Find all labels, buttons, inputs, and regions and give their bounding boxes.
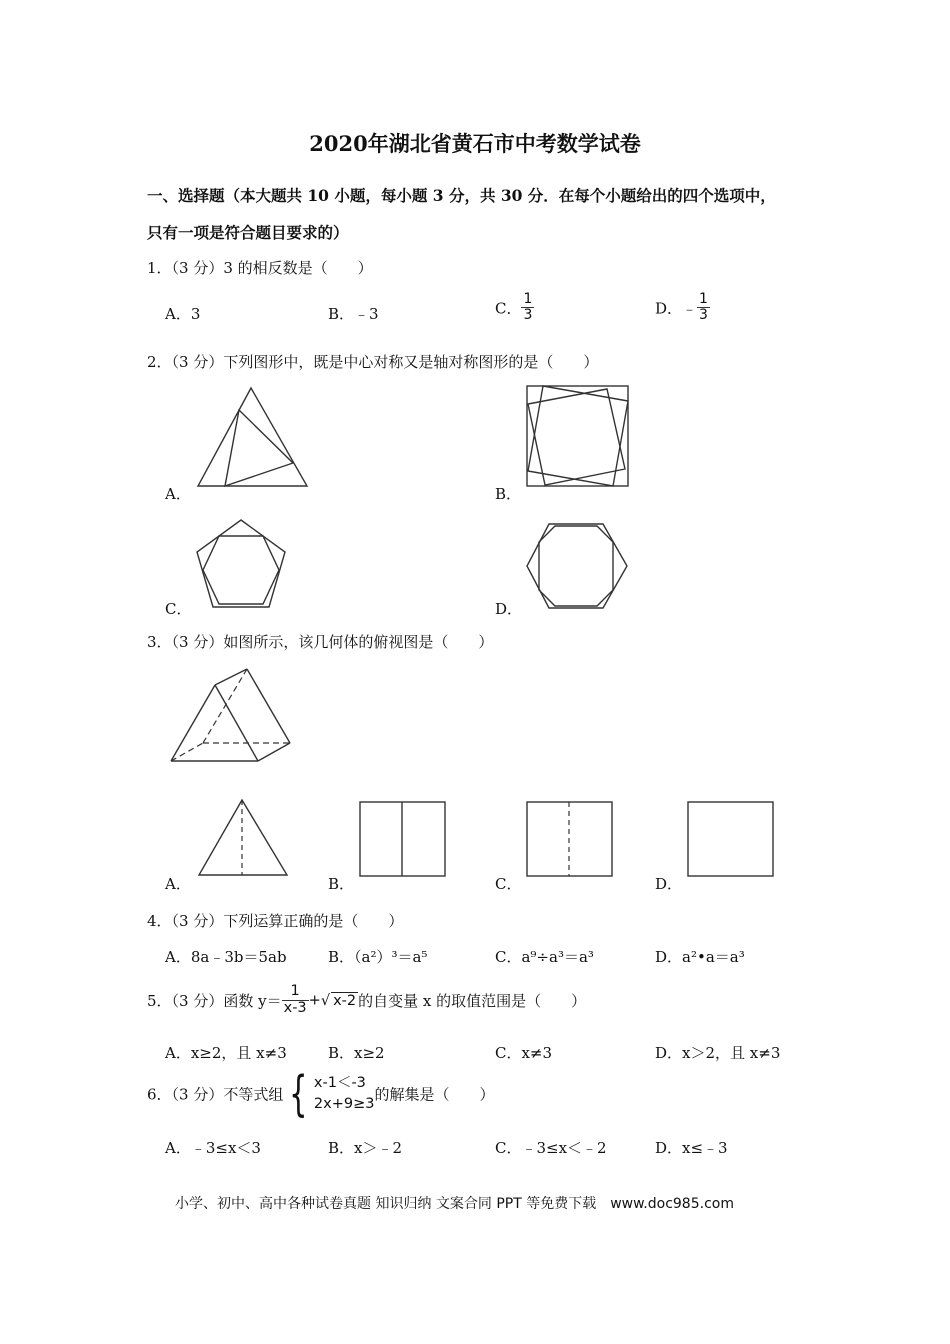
- q1-option-d-label: D．﹣: [655, 299, 698, 318]
- q3-solid-figure: [168, 665, 293, 765]
- q6-brace-icon: {: [289, 1066, 308, 1122]
- q2-option-c: C．: [165, 600, 192, 618]
- q5-sqrt: √ x-2: [320, 992, 357, 1009]
- q1-d-denominator: 3: [699, 307, 708, 324]
- q3-option-a: A．: [165, 875, 191, 893]
- q6-inequality-1: x-1＜-3: [313, 1074, 366, 1091]
- q4-option-a: A．8a﹣3b＝5ab: [165, 948, 287, 966]
- q6-stem-prefix: 6．（3 分）不等式组: [147, 1085, 284, 1104]
- q3-option-c-figure: [525, 800, 615, 878]
- q3-stem: 3．（3 分）如图所示，该几何体的俯视图是（ ）: [147, 633, 494, 651]
- q6-option-c: C．﹣3≤x＜﹣2: [495, 1139, 607, 1157]
- q4-option-b: B．（a²）³＝a⁵: [328, 948, 428, 966]
- q3-option-a-figure: [197, 798, 292, 878]
- q2-figure-b-nested-squares: [525, 385, 630, 490]
- q1-option-c-label: C．: [495, 299, 522, 318]
- q2-stem: 2．（3 分）下列图形中，既是中心对称又是轴对称图形的是（ ）: [147, 353, 599, 371]
- q4-option-c: C．a⁹÷a³＝a³: [495, 948, 594, 966]
- q6-stem: [147, 1066, 495, 1122]
- q6-option-b: B．x＞﹣2: [328, 1139, 403, 1157]
- q6-option-a: A．﹣3≤x＜3: [165, 1139, 261, 1157]
- section-heading-line2: 只有一项是符合题目要求的）: [147, 223, 349, 242]
- q2-option-b: B．: [495, 485, 522, 503]
- q6-inequality-system: [314, 1073, 375, 1115]
- q1-c-denominator: 3: [523, 307, 533, 324]
- page-footer: 小学、初中、高中各种试卷真题 知识归纳 文案合同 PPT 等免费下载 www.doc985.com: [175, 1196, 734, 1212]
- q2-figure-d-hexagon-octagon: [525, 522, 630, 612]
- q5-plus: +: [308, 992, 321, 1009]
- q5-fraction-numerator: 1: [282, 984, 309, 1001]
- q1-option-d: [655, 292, 710, 324]
- q5-fraction: [282, 984, 309, 1017]
- q1-option-c-fraction: [521, 292, 534, 324]
- q4-stem: 4．（3 分）下列运算正确的是（ ）: [147, 912, 404, 930]
- q5-stem-prefix: 5．（3 分）函数 y＝: [147, 991, 282, 1010]
- q4-option-d: D．a²•a＝a³: [655, 948, 745, 966]
- q3-option-c: C．: [495, 875, 522, 893]
- q5-stem-suffix: 的自变量 x 的取值范围是（ ）: [358, 991, 587, 1010]
- q3-option-b-figure: [358, 800, 448, 878]
- q1-option-d-fraction: [697, 292, 710, 324]
- q1-option-c: [495, 292, 534, 324]
- q2-option-a: A．: [165, 485, 191, 503]
- q5-sqrt-body: x-2: [333, 992, 357, 1009]
- q1-d-numerator: 1: [699, 291, 708, 307]
- page-title: 2020年湖北省黄石市中考数学试卷: [309, 131, 641, 156]
- q1-stem: 1．（3 分）3 的相反数是（ ）: [147, 259, 373, 277]
- q3-option-d: D．: [655, 875, 683, 893]
- q1-option-a: A．3: [165, 305, 201, 323]
- q5-fraction-denominator: x-3: [283, 999, 307, 1016]
- q6-stem-suffix: 的解集是（ ）: [374, 1085, 495, 1104]
- q6-option-d: D．x≤﹣3: [655, 1139, 728, 1157]
- q3-option-d-figure: [686, 800, 776, 878]
- q3-option-b: B．: [328, 875, 355, 893]
- q1-c-numerator: 1: [523, 291, 533, 307]
- q2-figure-a-triangles: [195, 385, 310, 490]
- q1-option-b: B．﹣3: [328, 305, 379, 323]
- q5-option-d: D．x＞2，且 x≠3: [655, 1044, 781, 1062]
- q2-option-d: D．: [495, 600, 523, 618]
- q2-figure-c-pentagon-hexagon: [195, 518, 290, 613]
- q5-option-a: A．x≥2，且 x≠3: [165, 1044, 287, 1062]
- q6-inequality-2: 2x+9≥3: [313, 1096, 375, 1112]
- q5-option-b: B．x≥2: [328, 1044, 385, 1062]
- q5-stem: [147, 984, 586, 1017]
- section-heading-line1: 一、选择题（本大题共 10 小题，每小题 3 分，共 30 分．在每个小题给出的四个选项中，: [147, 186, 776, 205]
- q5-option-c: C．x≠3: [495, 1044, 553, 1062]
